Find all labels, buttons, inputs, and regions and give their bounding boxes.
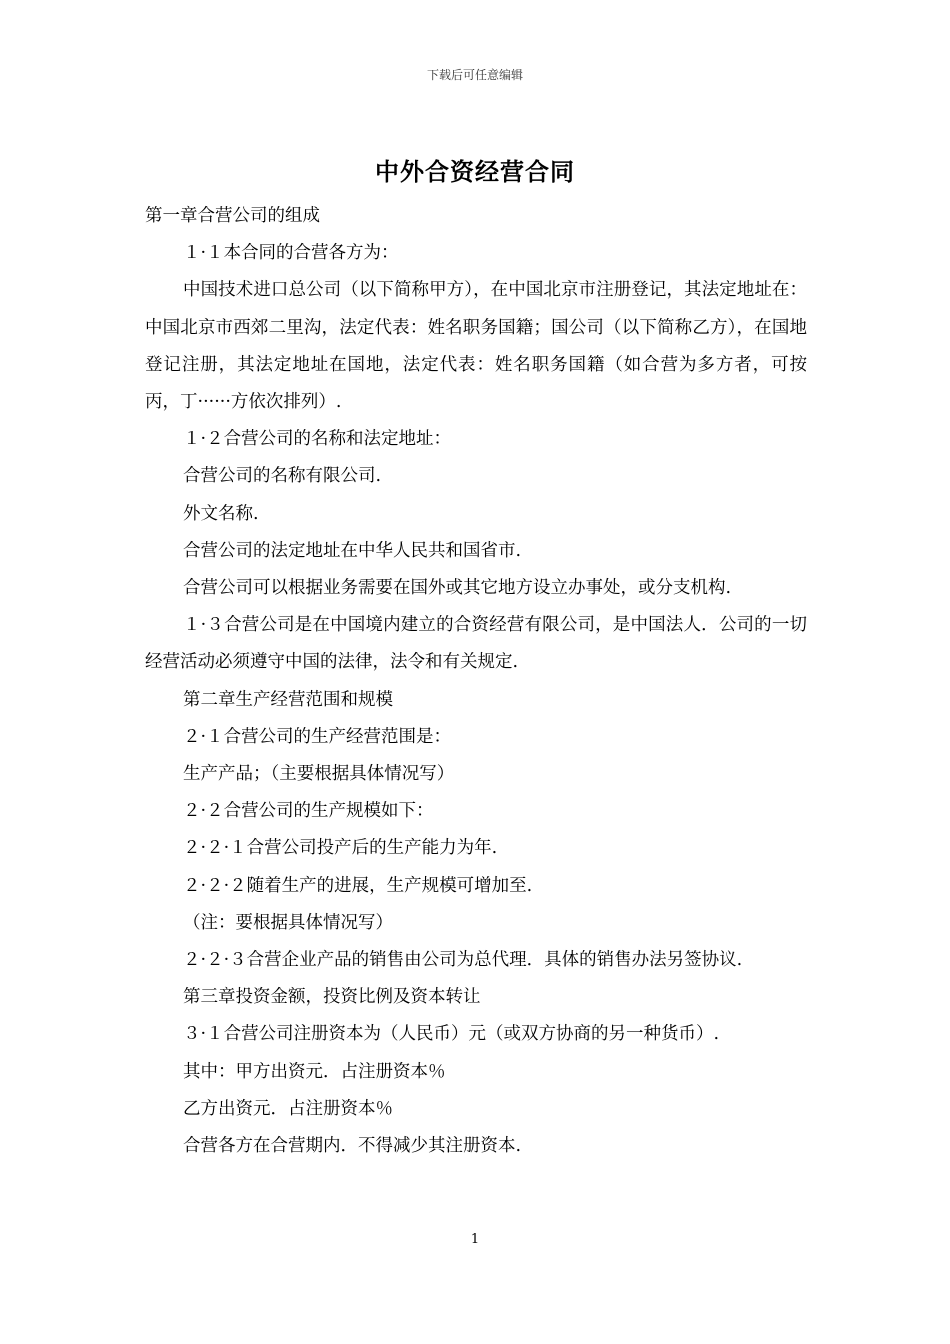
document-paragraph: ２·２·２随着生产的进展，生产规模可增加至. [183,875,533,896]
document-paragraph: ２·２·１合营公司投产后的生产能力为年. [183,838,498,859]
document-paragraph: 合营公司可以根据业务需要在国外或其它地方设立办事处，或分支机构. [183,578,732,599]
document-paragraph: 合营各方在合营期内．不得减少其注册资本. [183,1136,522,1157]
document-paragraph: ３·１合营公司注册资本为（人民币）元（或双方协商的另一种货币）. [183,1024,720,1045]
page-header-note: 下载后可任意编辑 [426,68,523,82]
document-paragraph: 合营公司的名称有限公司. [183,466,382,487]
document-paragraph: 中国技术进口总公司（以下简称甲方），在中国北京市注册登记，其法定地址在：中国北京市西郊二里沟，法定代表：姓名职务国籍；国公司（以下简称乙方），在国地登记注册，其法定地址在国地，法定代表：姓名职务国籍（如合营为多方者，可按丙，丁······方依次排列）. [145,280,807,413]
document-paragraph: 第三章投资金额，投资比例及资本转让 [183,987,481,1008]
page-number: 1 [470,1232,480,1247]
document-title: 中外合资经营合同 [375,158,575,186]
document-body [145,198,807,1165]
document-paragraph: 第二章生产经营范围和规模 [183,689,393,710]
document-paragraph: 第一章合营公司的组成 [145,206,320,226]
document-paragraph: （注：要根据具体情况写） [183,912,393,933]
document-paragraph: ２·２合营公司的生产规模如下： [183,801,434,822]
document-paragraph: 生产产品；（主要根据具体情况写） [183,764,455,785]
document-paragraph: ２·２·３合营企业产品的销售由公司为总代理．具体的销售办法另签协议. [183,950,743,971]
document-paragraph: １·３合营公司是在中国境内建立的合资经营有限公司，是中国法人．公司的一切经营活动必须遵守中国的法律，法令和有关规定. [145,615,807,673]
document-paragraph: 乙方出资元．占注册资本％ [183,1098,393,1119]
document-paragraph: １·２合营公司的名称和法定地址： [183,429,452,450]
document-paragraph: 外文名称. [183,503,259,524]
document-paragraph: 其中：甲方出资元．占注册资本％ [183,1061,446,1082]
document-paragraph: 合营公司的法定地址在中华人民共和国省市. [183,540,522,561]
document-paragraph: １·１本合同的合营各方为： [183,243,399,264]
document-paragraph: ２·１合营公司的生产经营范围是： [183,726,452,747]
